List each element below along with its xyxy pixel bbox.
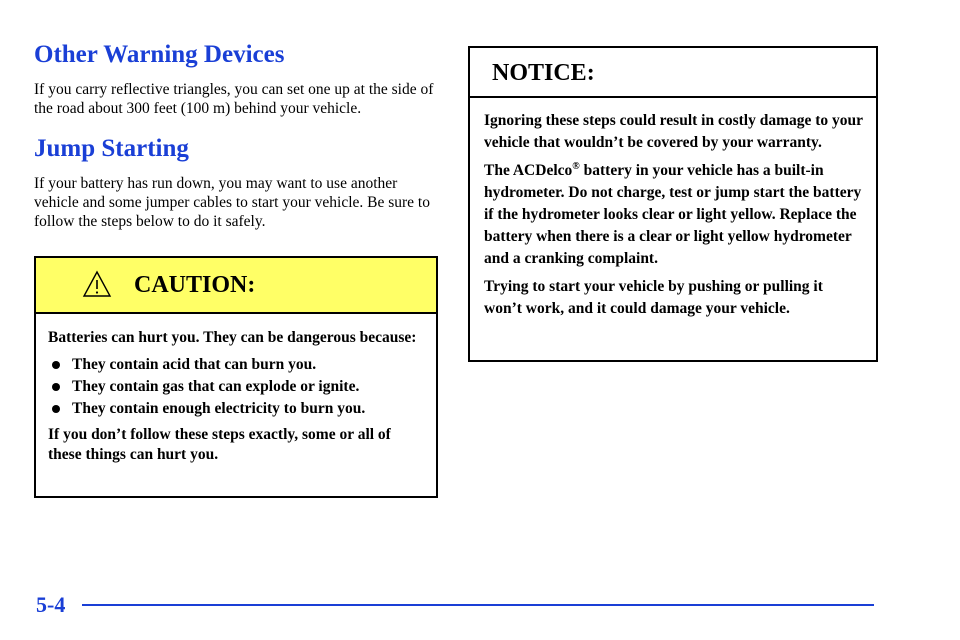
list-item: They contain acid that can burn you. (48, 355, 424, 375)
notice-body (470, 98, 876, 320)
page-number: 5-4 (36, 592, 66, 617)
left-column (34, 40, 442, 231)
notice-header (470, 48, 876, 98)
caution-body (36, 314, 436, 465)
notice-brand: The ACDelco (484, 162, 573, 179)
notice-box (468, 46, 878, 362)
notice-paragraph-2 (484, 160, 864, 270)
paragraph-other-warning-devices: If you carry reflective triangles, you can set one up at the side of the road about 300 feet (100 m) behind your vehicle. (34, 81, 434, 117)
notice-title: NOTICE: (492, 60, 595, 86)
warning-triangle-icon (82, 270, 112, 298)
footer-rule (82, 604, 874, 606)
registered-mark: ® (572, 160, 580, 172)
notice-paragraph-3: Trying to start your vehicle by pushing or pulling it won’t work, and it could damage your vehicle. (484, 278, 823, 317)
notice-paragraph-1: Ignoring these steps could result in costly damage to your vehicle that wouldn’t be covered by your warranty. (484, 112, 863, 151)
caution-box (34, 256, 438, 498)
caution-title: CAUTION: (134, 272, 256, 298)
paragraph-jump-starting: If your battery has run down, you may want to use another vehicle and some jumper cables to start your vehicle. Be sure to follow the steps below to do it safely. (34, 175, 430, 230)
notice-paragraph-2-text: battery in your vehicle has a built-in hydrometer. Do not charge, test or jump start the battery if the hydrometer looks clear or light yellow. Replace the battery when there is a clear or light yellow hydrometer and a cranking complaint. (484, 162, 862, 267)
list-item: They contain enough electricity to burn you. (48, 399, 424, 419)
list-item: They contain gas that can explode or ignite. (48, 377, 424, 397)
caution-bullet-list (48, 355, 424, 419)
heading-jump-starting: Jump Starting (34, 135, 189, 162)
caution-header (36, 258, 436, 314)
heading-other-warning-devices: Other Warning Devices (34, 41, 285, 68)
caution-closing: If you don’t follow these steps exactly, some or all of these things can hurt you. (48, 426, 391, 463)
caution-intro: Batteries can hurt you. They can be dangerous because: (48, 329, 417, 346)
